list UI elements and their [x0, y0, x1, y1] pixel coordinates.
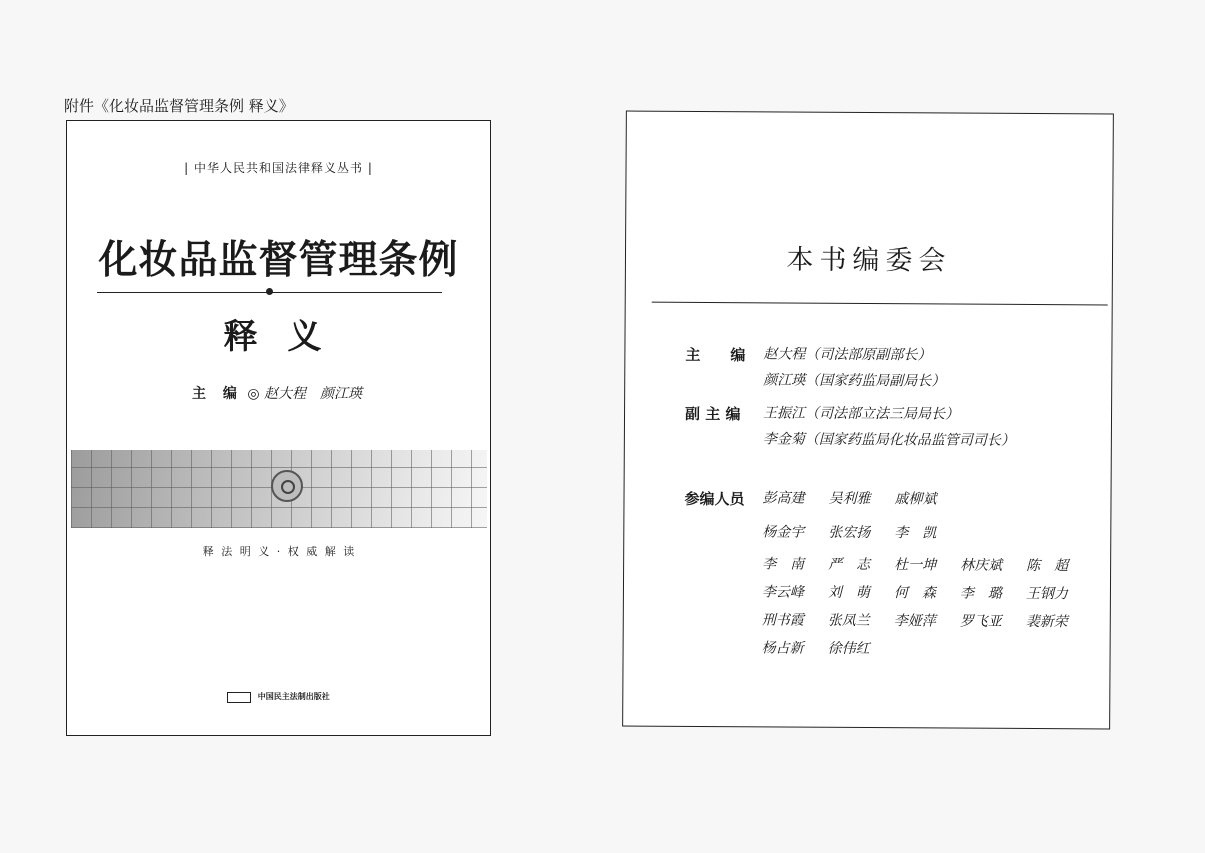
contributor-name: 何 森 [893, 585, 936, 602]
editor-separator-icon: ◎ [247, 386, 260, 402]
contributor-name: 严 志 [828, 556, 871, 574]
contributor-name: 张宏扬 [828, 524, 871, 542]
contributor-name: 刘 萌 [827, 584, 870, 602]
book-subtitle: 释义 [223, 317, 352, 357]
book-cover [66, 120, 491, 736]
deputy-editor-2: 李金菊（国家药监局化妆品监管司司长） [762, 431, 1015, 449]
contributor-name: 李 璐 [959, 585, 1002, 602]
chief-editor-1: 赵大程（司法部原副部长） [763, 346, 932, 364]
contributor-name: 陈 超 [1026, 557, 1069, 575]
contributor-name: 刑书霞 [761, 612, 804, 629]
publisher-logo [227, 691, 330, 703]
contributor-name: 彭高建 [762, 490, 805, 507]
contributor-name: 徐伟红 [827, 640, 870, 658]
contributor-name: 杨占新 [761, 640, 804, 657]
contributor-name: 王钢力 [1025, 585, 1068, 603]
publisher-name: 中国民主法制出版社 [257, 691, 330, 701]
attachment-caption: 附件《化妆品监督管理条例 释义》 [64, 97, 294, 115]
cover-editors [192, 383, 362, 403]
cover-building-image [71, 450, 487, 528]
contributor-name: 张凤兰 [827, 612, 870, 630]
contributor-name: 戚柳斌 [894, 491, 937, 508]
contributors-row-2 [762, 521, 1092, 543]
contributor-name: 林庆斌 [960, 557, 1003, 574]
editor-label: 主 编 [192, 386, 243, 402]
contributor-name: 李娅萍 [893, 613, 936, 630]
contributor-name: 李 凯 [894, 525, 937, 542]
contributor-name: 李 南 [762, 556, 805, 573]
contributor-name: 杨金宇 [762, 524, 805, 541]
contributor-name: 杜一坤 [894, 557, 937, 574]
chief-editor-label: 主 编 [685, 345, 746, 365]
contributor-name: 吴利雅 [828, 490, 871, 508]
contributor-name: 裴新荣 [1025, 613, 1068, 631]
national-emblem-icon [271, 470, 303, 502]
contributor-name: 李云峰 [761, 584, 804, 601]
chief-editor-2: 颜江瑛（国家药监局副局长） [763, 372, 946, 390]
publisher-mark-icon [227, 692, 251, 703]
editorial-board-page [622, 111, 1114, 730]
series-label: | 中华人民共和国法律释义丛书 | [184, 161, 373, 175]
divider-dot-icon [266, 288, 273, 295]
cover-motto: 释 法 明 义 · 权 威 解 读 [202, 545, 355, 558]
deputy-editor-label: 副 主 编 [684, 404, 741, 424]
deputy-editor-1: 王振江（司法部立法三局局长） [762, 405, 960, 423]
contributors-grid [762, 553, 1093, 659]
contributors-row-1 [762, 487, 1092, 509]
contributor-name: 罗飞亚 [959, 613, 1002, 630]
editor-names: 赵大程 颜江瑛 [264, 386, 362, 402]
book-title: 化妆品监督管理条例 [98, 237, 459, 283]
board-title: 本书编委会 [786, 244, 952, 277]
board-divider [652, 302, 1108, 306]
contributors-label: 参编人员 [684, 489, 745, 509]
